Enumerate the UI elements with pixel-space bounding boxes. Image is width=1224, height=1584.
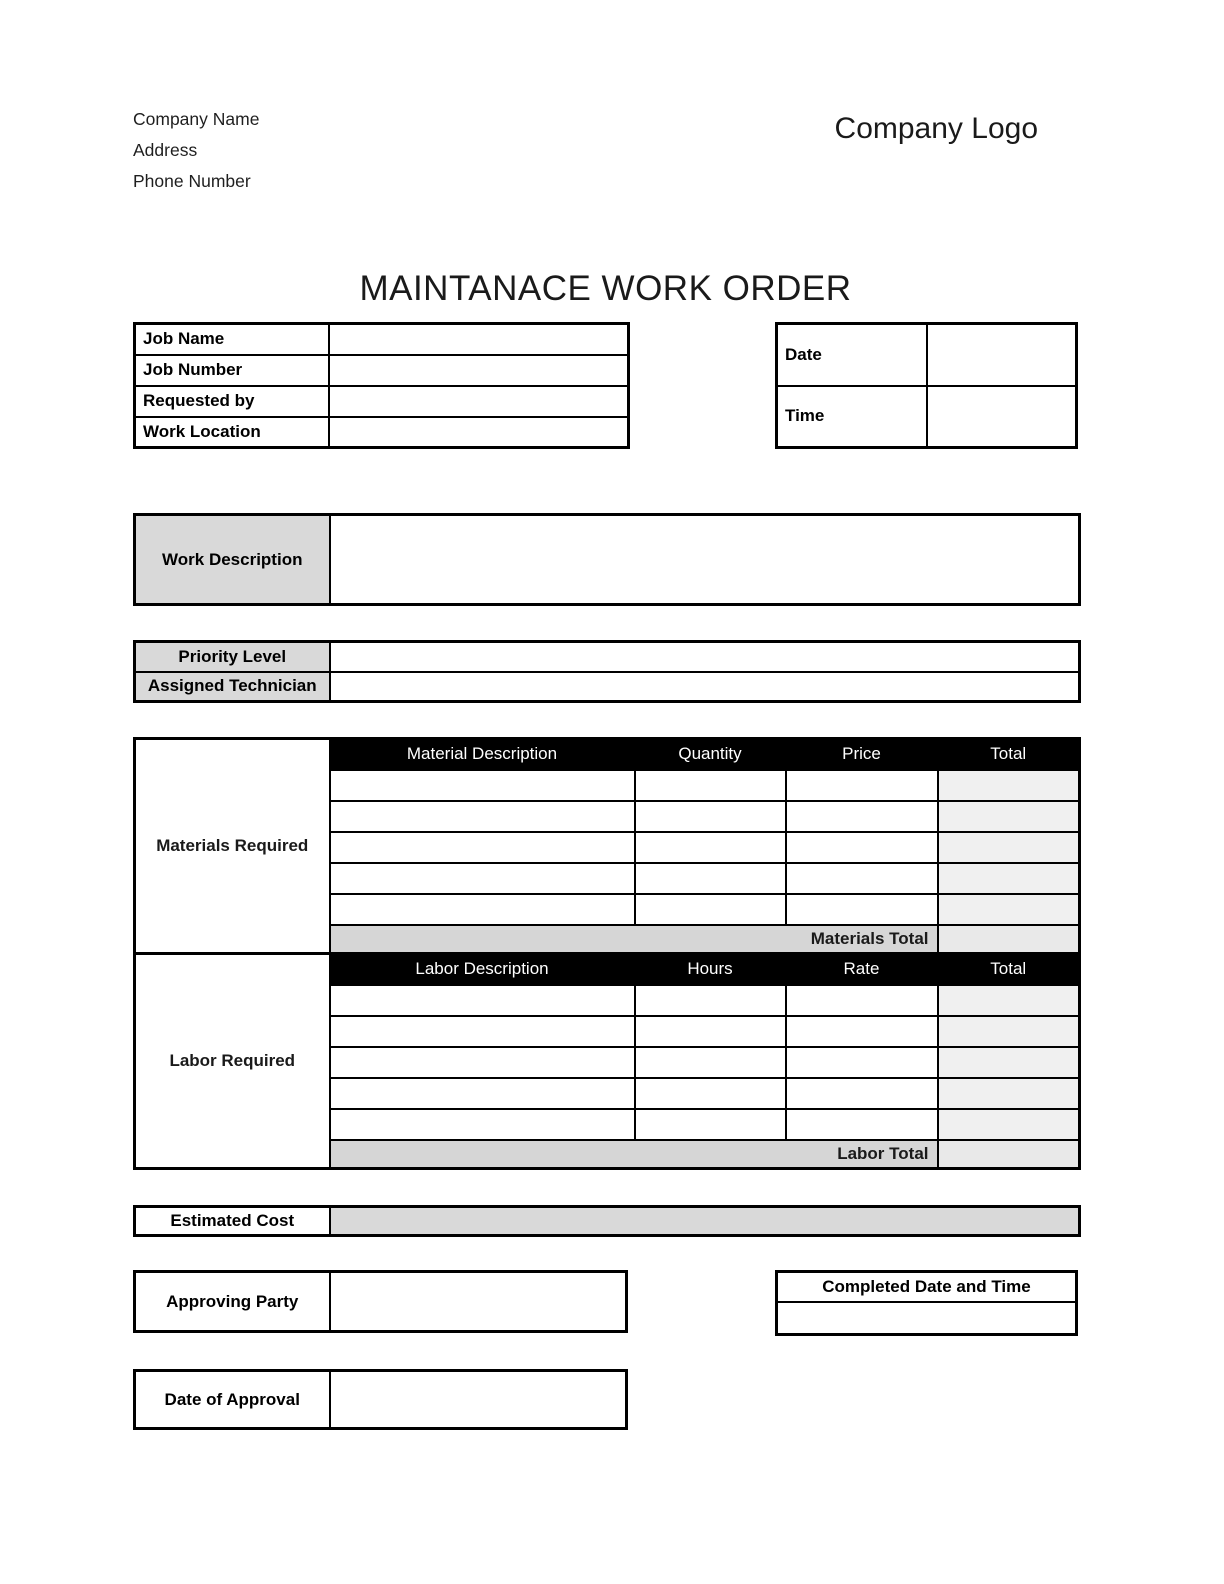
completed-date-field[interactable] xyxy=(777,1302,1077,1335)
job-name-field[interactable] xyxy=(329,324,629,355)
table-row xyxy=(135,417,629,448)
table-row xyxy=(135,355,629,386)
labor-total-field[interactable] xyxy=(938,1078,1080,1109)
labor-rate-field[interactable] xyxy=(786,1047,938,1078)
estimated-cost-field[interactable] xyxy=(330,1207,1080,1236)
priority-level-label: Priority Level xyxy=(135,642,330,672)
materials-labor-table xyxy=(133,737,1081,1170)
job-name-label: Job Name xyxy=(135,324,329,355)
approving-party-field[interactable] xyxy=(330,1272,627,1332)
labor-description-field[interactable] xyxy=(330,1016,635,1047)
job-number-label: Job Number xyxy=(135,355,329,386)
material-description-field[interactable] xyxy=(330,770,635,801)
material-quantity-field[interactable] xyxy=(635,770,786,801)
labor-total-field[interactable] xyxy=(938,1016,1080,1047)
date-field[interactable] xyxy=(927,324,1077,386)
material-description-header: Material Description xyxy=(330,739,635,770)
table-row xyxy=(135,672,1080,702)
company-address: Address xyxy=(133,140,198,160)
table-row xyxy=(777,324,1077,386)
labor-description-header: Labor Description xyxy=(330,954,635,985)
materials-total-label: Materials Total xyxy=(330,925,938,954)
material-quantity-field[interactable] xyxy=(635,894,786,925)
schedule-table xyxy=(775,322,1078,449)
quantity-header: Quantity xyxy=(635,739,786,770)
material-total-field[interactable] xyxy=(938,770,1080,801)
materials-total-field[interactable] xyxy=(938,925,1080,954)
job-info-table xyxy=(133,322,630,449)
table-row xyxy=(135,642,1080,672)
labor-rate-field[interactable] xyxy=(786,1078,938,1109)
rate-header: Rate xyxy=(786,954,938,985)
table-row xyxy=(777,386,1077,448)
company-name: Company Name xyxy=(133,109,260,129)
price-header: Price xyxy=(786,739,938,770)
material-price-field[interactable] xyxy=(786,894,938,925)
material-total-field[interactable] xyxy=(938,894,1080,925)
table-row xyxy=(135,515,1080,605)
material-description-field[interactable] xyxy=(330,894,635,925)
time-field[interactable] xyxy=(927,386,1077,448)
table-row xyxy=(777,1302,1077,1335)
labor-total-field[interactable] xyxy=(938,1140,1080,1169)
material-quantity-field[interactable] xyxy=(635,863,786,894)
labor-description-field[interactable] xyxy=(330,1109,635,1140)
requested-by-field[interactable] xyxy=(329,386,629,417)
work-description-label: Work Description xyxy=(135,515,330,605)
completed-date-table xyxy=(775,1270,1078,1336)
materials-required-label: Materials Required xyxy=(135,739,330,954)
material-price-field[interactable] xyxy=(786,863,938,894)
work-description-field[interactable] xyxy=(330,515,1080,605)
document-header xyxy=(133,104,1078,197)
date-label: Date xyxy=(777,324,927,386)
labor-required-label: Labor Required xyxy=(135,954,330,1169)
labor-rate-field[interactable] xyxy=(786,1109,938,1140)
labor-description-field[interactable] xyxy=(330,985,635,1016)
labor-hours-field[interactable] xyxy=(635,1016,786,1047)
approving-party-label: Approving Party xyxy=(135,1272,330,1332)
approving-party-table xyxy=(133,1270,628,1333)
table-row xyxy=(135,386,629,417)
priority-level-field[interactable] xyxy=(330,642,1080,672)
total-header: Total xyxy=(938,739,1080,770)
labor-total-field[interactable] xyxy=(938,1047,1080,1078)
date-of-approval-table xyxy=(133,1369,628,1430)
company-logo: Company Logo xyxy=(834,112,1038,145)
material-description-field[interactable] xyxy=(330,801,635,832)
labor-hours-field[interactable] xyxy=(635,985,786,1016)
page-title: MAINTANACE WORK ORDER xyxy=(359,269,852,308)
material-total-field[interactable] xyxy=(938,832,1080,863)
labor-header-row xyxy=(135,954,1080,985)
total-header: Total xyxy=(938,954,1080,985)
labor-hours-field[interactable] xyxy=(635,1047,786,1078)
assignment-table xyxy=(133,640,1081,703)
labor-rate-field[interactable] xyxy=(786,1016,938,1047)
assigned-technician-field[interactable] xyxy=(330,672,1080,702)
estimated-cost-label: Estimated Cost xyxy=(135,1207,330,1236)
materials-header-row xyxy=(135,739,1080,770)
completed-date-label: Completed Date and Time xyxy=(777,1272,1077,1302)
material-price-field[interactable] xyxy=(786,801,938,832)
company-phone: Phone Number xyxy=(133,171,251,191)
material-total-field[interactable] xyxy=(938,863,1080,894)
table-row xyxy=(135,1207,1080,1236)
material-total-field[interactable] xyxy=(938,801,1080,832)
material-description-field[interactable] xyxy=(330,863,635,894)
job-number-field[interactable] xyxy=(329,355,629,386)
job-info-section xyxy=(133,322,1078,449)
material-quantity-field[interactable] xyxy=(635,801,786,832)
requested-by-label: Requested by xyxy=(135,386,329,417)
date-of-approval-field[interactable] xyxy=(330,1371,627,1429)
table-row xyxy=(135,1371,627,1429)
material-description-field[interactable] xyxy=(330,832,635,863)
material-quantity-field[interactable] xyxy=(635,832,786,863)
table-row xyxy=(135,1272,627,1332)
labor-rate-field[interactable] xyxy=(786,985,938,1016)
labor-description-field[interactable] xyxy=(330,1047,635,1078)
labor-description-field[interactable] xyxy=(330,1078,635,1109)
labor-total-field[interactable] xyxy=(938,985,1080,1016)
date-of-approval-label: Date of Approval xyxy=(135,1371,330,1429)
approval-section xyxy=(133,1270,1078,1336)
time-label: Time xyxy=(777,386,927,448)
assigned-technician-label: Assigned Technician xyxy=(135,672,330,702)
estimated-cost-table xyxy=(133,1205,1081,1237)
company-info-block xyxy=(133,104,259,197)
hours-header: Hours xyxy=(635,954,786,985)
table-row xyxy=(777,1272,1077,1302)
work-location-field[interactable] xyxy=(329,417,629,448)
labor-hours-field[interactable] xyxy=(635,1078,786,1109)
labor-total-field[interactable] xyxy=(938,1109,1080,1140)
work-description-table xyxy=(133,513,1081,606)
table-row xyxy=(135,324,629,355)
work-location-label: Work Location xyxy=(135,417,329,448)
labor-total-label: Labor Total xyxy=(330,1140,938,1169)
material-price-field[interactable] xyxy=(786,832,938,863)
labor-hours-field[interactable] xyxy=(635,1109,786,1140)
material-price-field[interactable] xyxy=(786,770,938,801)
